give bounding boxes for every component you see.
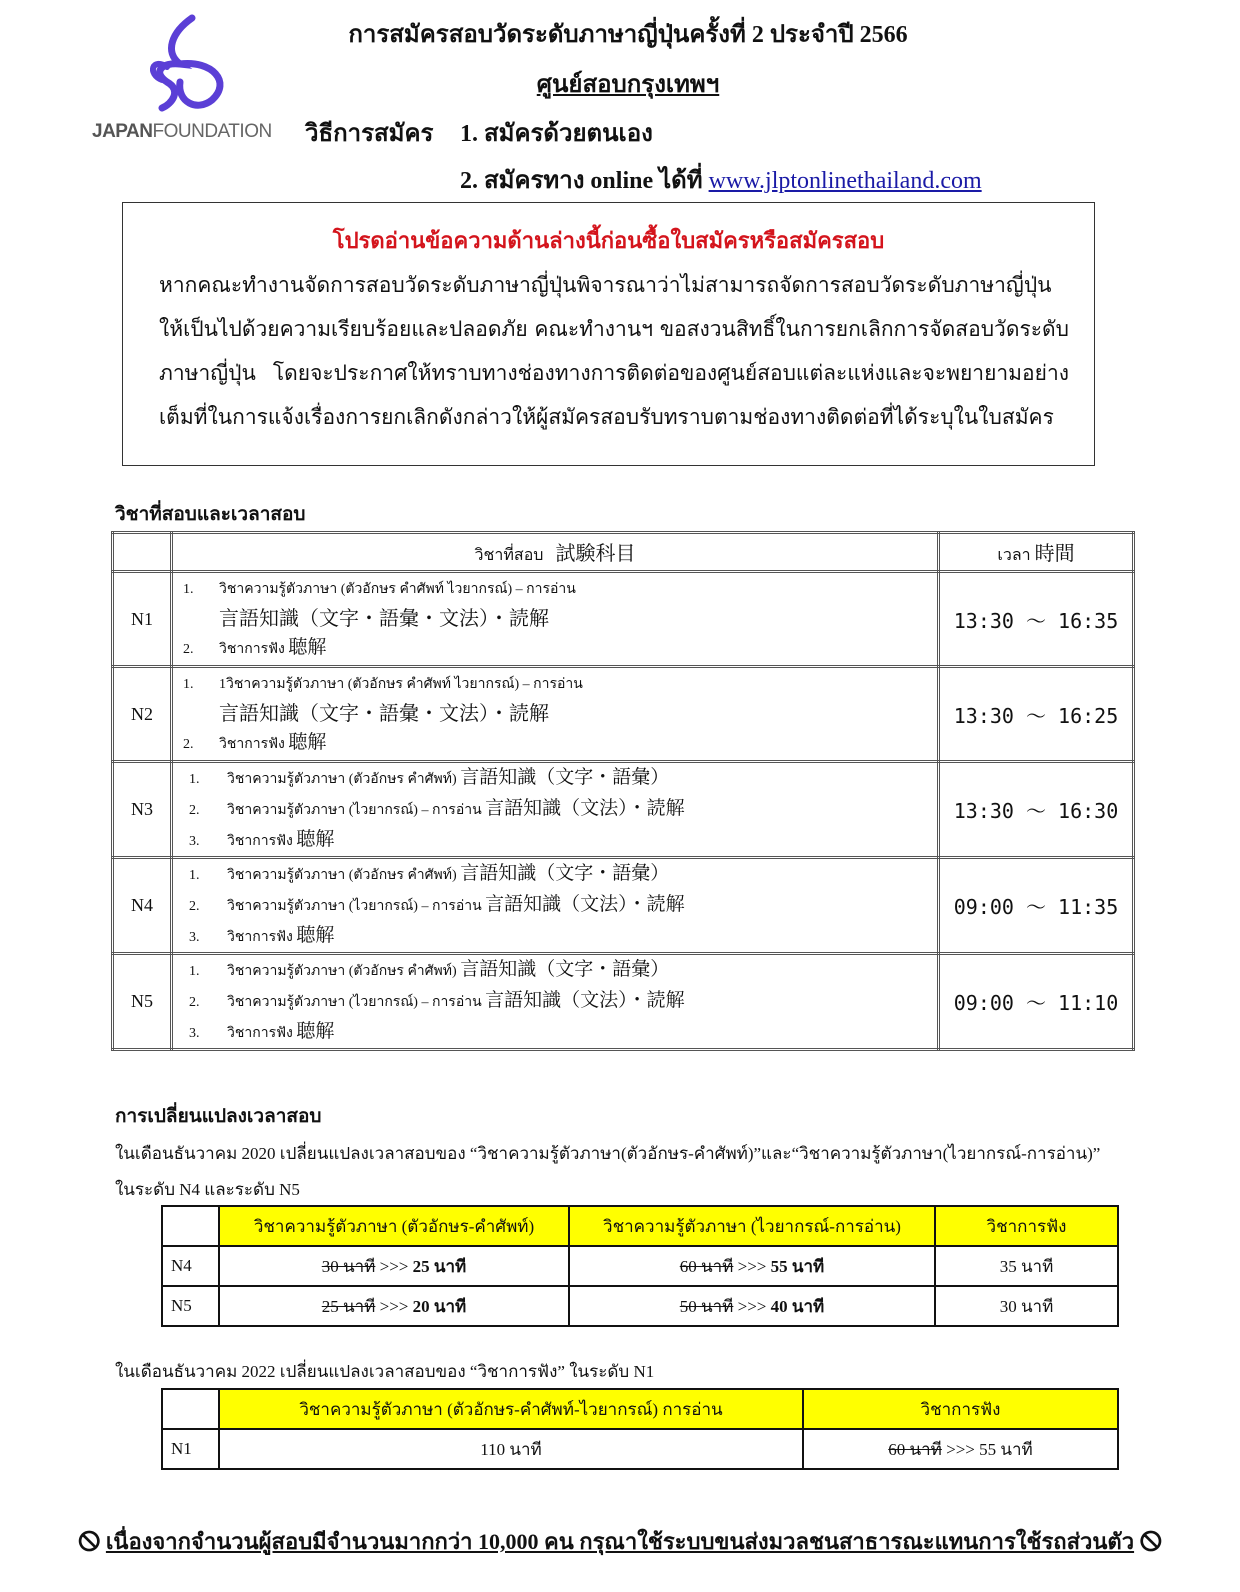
item-thai: วิชาความรู้ตัวภาษา (ตัวอักษร คำศัพท์) — [227, 868, 457, 883]
new-time: 20 นาที — [412, 1296, 467, 1316]
schedule-row — [113, 762, 1134, 858]
level-cell: N4 — [113, 858, 172, 954]
subject-cell — [172, 858, 939, 954]
schedule-section-title: วิชาที่สอบและเวลาสอบ — [115, 504, 306, 525]
item-number: 2. — [189, 803, 200, 818]
item-japanese: 言語知識（文法）・読解 — [485, 797, 685, 819]
time-cell: 13:30 〜 16:35 — [939, 572, 1134, 667]
item-japanese: 言語知識（文法）・読解 — [485, 989, 685, 1011]
method-2-text: 2. สมัครทาง online ได้ที่ — [460, 168, 703, 194]
level-cell: N3 — [113, 762, 172, 858]
subject-header-jp: 試験科目 — [555, 540, 636, 565]
listening-cell: 30 นาที — [935, 1286, 1118, 1326]
time-cell: 13:30 〜 16:30 — [939, 762, 1134, 858]
level-cell: N4 — [162, 1246, 219, 1286]
level-cell: N1 — [162, 1429, 219, 1469]
level-cell: N5 — [113, 954, 172, 1050]
new-time: 55 นาที — [770, 1256, 825, 1276]
item-japanese: 言語知識（文字・語彙） — [460, 766, 670, 788]
item-japanese: 聴解 — [296, 924, 335, 946]
item-japanese: 言語知識（文字・語彙） — [460, 862, 670, 884]
subject-header — [172, 533, 939, 572]
item-thai: วิชาการฟัง — [227, 930, 293, 945]
change-table-n1 — [161, 1388, 1119, 1470]
vocab-cell — [219, 1246, 569, 1286]
changes-para2: ในเดือนธันวาคม 2022 เปลี่ยนแปลงเวลาสอบของ “วิชาการฟัง” ในระดับ N1 — [115, 1362, 655, 1381]
table-row — [162, 1246, 1118, 1286]
subject-item — [181, 763, 937, 794]
subject-cell — [172, 954, 939, 1050]
change-table-n4-n5 — [161, 1205, 1119, 1327]
item-japanese: 聴解 — [288, 730, 327, 753]
change-table-header — [162, 1389, 1118, 1429]
page-subtitle: ศูนย์สอบกรุงเทพฯ — [536, 72, 720, 98]
subject-item — [181, 859, 937, 890]
footer-notice — [0, 1524, 1240, 1563]
subject-item — [181, 986, 937, 1017]
item-number: 1. — [189, 964, 200, 979]
item-number: 1. — [189, 868, 200, 883]
item-number: 1. — [183, 676, 194, 692]
item-thai: วิชาความรู้ตัวภาษา (ไวยากรณ์) – การอ่าน — [227, 899, 482, 914]
header-listening: วิชาการฟัง — [935, 1206, 1118, 1246]
arrow: >>> — [379, 1256, 409, 1276]
method-label: วิธีการสมัคร — [305, 121, 434, 147]
item-thai: วิชาการฟัง — [227, 1026, 293, 1041]
item-japanese: 言語知識（文字・語彙・文法）・読解 — [219, 700, 549, 725]
new-time: 25 นาที — [412, 1256, 467, 1276]
time-cell: 09:00 〜 11:35 — [939, 858, 1134, 954]
arrow: >>> — [379, 1296, 409, 1316]
subject-header-th: วิชาที่สอบ — [474, 546, 544, 564]
changes-para1-line1: ในเดือนธันวาคม 2020 เปลี่ยนแปลงเวลาสอบของ “วิชาความรู้ตัวภาษา(ตัวอักษร-คำศัพท์)”และ“วิชาความรู้ตัวภาษา(ไวยากรณ์-การอ่าน)” — [115, 1144, 1101, 1163]
old-time: 30 นาที — [321, 1256, 376, 1276]
subject-item — [181, 921, 937, 952]
old-time: 60 นาที — [888, 1439, 942, 1459]
prohibited-icon: 🛇 — [77, 1530, 101, 1555]
time-header-jp: 時間 — [1034, 540, 1075, 565]
table-row — [162, 1286, 1118, 1326]
header-language-knowledge: วิชาความรู้ตัวภาษา (ตัวอักษร-คำศัพท์-ไวยากรณ์) การอ่าน — [219, 1389, 803, 1429]
vocab-cell — [219, 1286, 569, 1326]
item-thai: วิชาความรู้ตัวภาษา (ตัวอักษร คำศัพท์) — [227, 772, 457, 787]
new-time: 40 นาที — [770, 1296, 825, 1316]
header-grammar-reading: วิชาความรู้ตัวภาษา (ไวยากรณ์-การอ่าน) — [569, 1206, 935, 1246]
logo-text-light: FOUNDATION — [152, 121, 272, 142]
schedule-row — [113, 572, 1134, 667]
registration-link[interactable]: www.jlptonlinethailand.com — [708, 168, 982, 194]
schedule-row — [113, 954, 1134, 1050]
subject-item — [181, 575, 937, 604]
time-header-th: เวลา — [997, 546, 1031, 564]
listening-cell — [803, 1429, 1118, 1469]
level-cell: N2 — [113, 667, 172, 762]
subject-item — [181, 670, 937, 699]
grammar-cell — [569, 1286, 935, 1326]
change-table-header — [162, 1206, 1118, 1246]
item-thai: วิชาความรู้ตัวภาษา (ไวยากรณ์) – การอ่าน — [227, 995, 482, 1010]
subject-cell — [172, 762, 939, 858]
header-vocab: วิชาความรู้ตัวภาษา (ตัวอักษร-คำศัพท์) — [219, 1206, 569, 1246]
subject-item — [181, 825, 937, 856]
logo-text-bold: JAPAN — [92, 121, 153, 142]
old-time: 50 นาที — [679, 1296, 734, 1316]
item-thai: 1วิชาความรู้ตัวภาษา (ตัวอักษร คำศัพท์ ไวยากรณ์) – การอ่าน — [219, 676, 583, 692]
method-1: 1. สมัครด้วยตนเอง — [460, 121, 653, 147]
subject-item — [181, 890, 937, 921]
subject-cell — [172, 667, 939, 762]
item-number: 2. — [189, 899, 200, 914]
prohibited-icon: 🛇 — [1139, 1530, 1163, 1555]
schedule-row — [113, 858, 1134, 954]
item-japanese: 聴解 — [296, 828, 335, 850]
notice-heading: โปรดอ่านข้อความด้านล่างนี้ก่อนซื้อใบสมัครหรือสมัครสอบ — [332, 228, 885, 253]
subject-item — [181, 728, 937, 759]
item-japanese: 言語知識（文法）・読解 — [485, 893, 685, 915]
item-number: 3. — [189, 1026, 200, 1041]
footer-text: เนื่องจากจำนวนผู้สอบมีจำนวนมากกว่า 10,000 คน กรุณาใช้ระบบขนส่งมวลชนสาธารณะแทนการใช้รถส่วนตัว — [105, 1529, 1135, 1554]
method-2 — [460, 160, 982, 199]
schedule-row — [113, 667, 1134, 762]
new-time: 55 นาที — [979, 1439, 1033, 1459]
old-time: 60 นาที — [679, 1256, 734, 1276]
item-thai: วิชาความรู้ตัวภาษา (ตัวอักษร คำศัพท์ ไวยากรณ์) – การอ่าน — [219, 581, 576, 597]
item-number: 2. — [189, 995, 200, 1010]
item-japanese: 聴解 — [296, 1020, 335, 1042]
notice-box — [122, 202, 1095, 466]
subject-item — [181, 794, 937, 825]
time-header — [939, 533, 1134, 572]
item-japanese: 言語知識（文字・語彙・文法）・読解 — [219, 605, 549, 630]
subject-item — [181, 1017, 937, 1048]
item-thai: วิชาการฟัง — [219, 641, 285, 657]
schedule-header-row — [113, 533, 1134, 572]
level-cell: N1 — [113, 572, 172, 667]
item-japanese: 言語知識（文字・語彙） — [460, 958, 670, 980]
header-listening: วิชาการฟัง — [803, 1389, 1118, 1429]
time-cell: 09:00 〜 11:10 — [939, 954, 1134, 1050]
subject-item — [181, 633, 937, 664]
grammar-cell — [569, 1246, 935, 1286]
item-japanese: 聴解 — [288, 635, 327, 658]
item-number: 2. — [183, 736, 194, 752]
butterfly-logo-icon — [92, 12, 237, 112]
item-thai: วิชาการฟัง — [219, 736, 285, 752]
page-title: การสมัครสอบวัดระดับภาษาญี่ปุ่นครั้งที่ 2 ประจำปี 2566 — [348, 22, 908, 48]
language-knowledge-cell: 110 นาที — [219, 1429, 803, 1469]
item-number: 3. — [189, 930, 200, 945]
item-number: 2. — [183, 641, 194, 657]
changes-section-title: การเปลี่ยนแปลงเวลาสอบ — [115, 1106, 322, 1127]
item-number: 1. — [183, 581, 194, 597]
item-thai: วิชาความรู้ตัวภาษา (ไวยากรณ์) – การอ่าน — [227, 803, 482, 818]
subject-cell — [172, 572, 939, 667]
time-cell: 13:30 〜 16:25 — [939, 667, 1134, 762]
changes-para1-line2: ในระดับ N4 และระดับ N5 — [115, 1180, 300, 1199]
item-number: 3. — [189, 834, 200, 849]
schedule-table — [111, 531, 1135, 1051]
listening-cell: 35 นาที — [935, 1246, 1118, 1286]
item-number: 1. — [189, 772, 200, 787]
japan-foundation-logo — [92, 12, 272, 142]
notice-body: หากคณะทำงานจัดการสอบวัดระดับภาษาญี่ปุ่นพิจารณาว่าไม่สามารถจัดการสอบวัดระดับภาษาญี่ปุ่นให้เป็นไปด้วยความเรียบร้อยและปลอดภัย คณะทำงานฯ ขอสงวนสิทธิ์ในการยกเลิกการจัดสอบวัดระดับภาษาญี่ปุ่น โดยจะประกาศให้ทราบทางช่องทางการติดต่อของศูนย์สอบแต่ละแห่งและจะพยายามอย่างเต็มที่ในการแจ้งเรื่องการยกเลิกดังกล่าวให้ผู้สมัครสอบรับทราบตามช่องทางติดต่อที่ได้ระบุในใบสมัคร — [159, 273, 1069, 429]
level-cell: N5 — [162, 1286, 219, 1326]
arrow: >>> — [737, 1256, 767, 1276]
item-thai: วิชาความรู้ตัวภาษา (ตัวอักษร คำศัพท์) — [227, 964, 457, 979]
subject-item — [181, 955, 937, 986]
item-thai: วิชาการฟัง — [227, 834, 293, 849]
old-time: 25 นาที — [321, 1296, 376, 1316]
table-row — [162, 1429, 1118, 1469]
arrow: >>> — [737, 1296, 767, 1316]
arrow: >>> — [946, 1439, 975, 1459]
